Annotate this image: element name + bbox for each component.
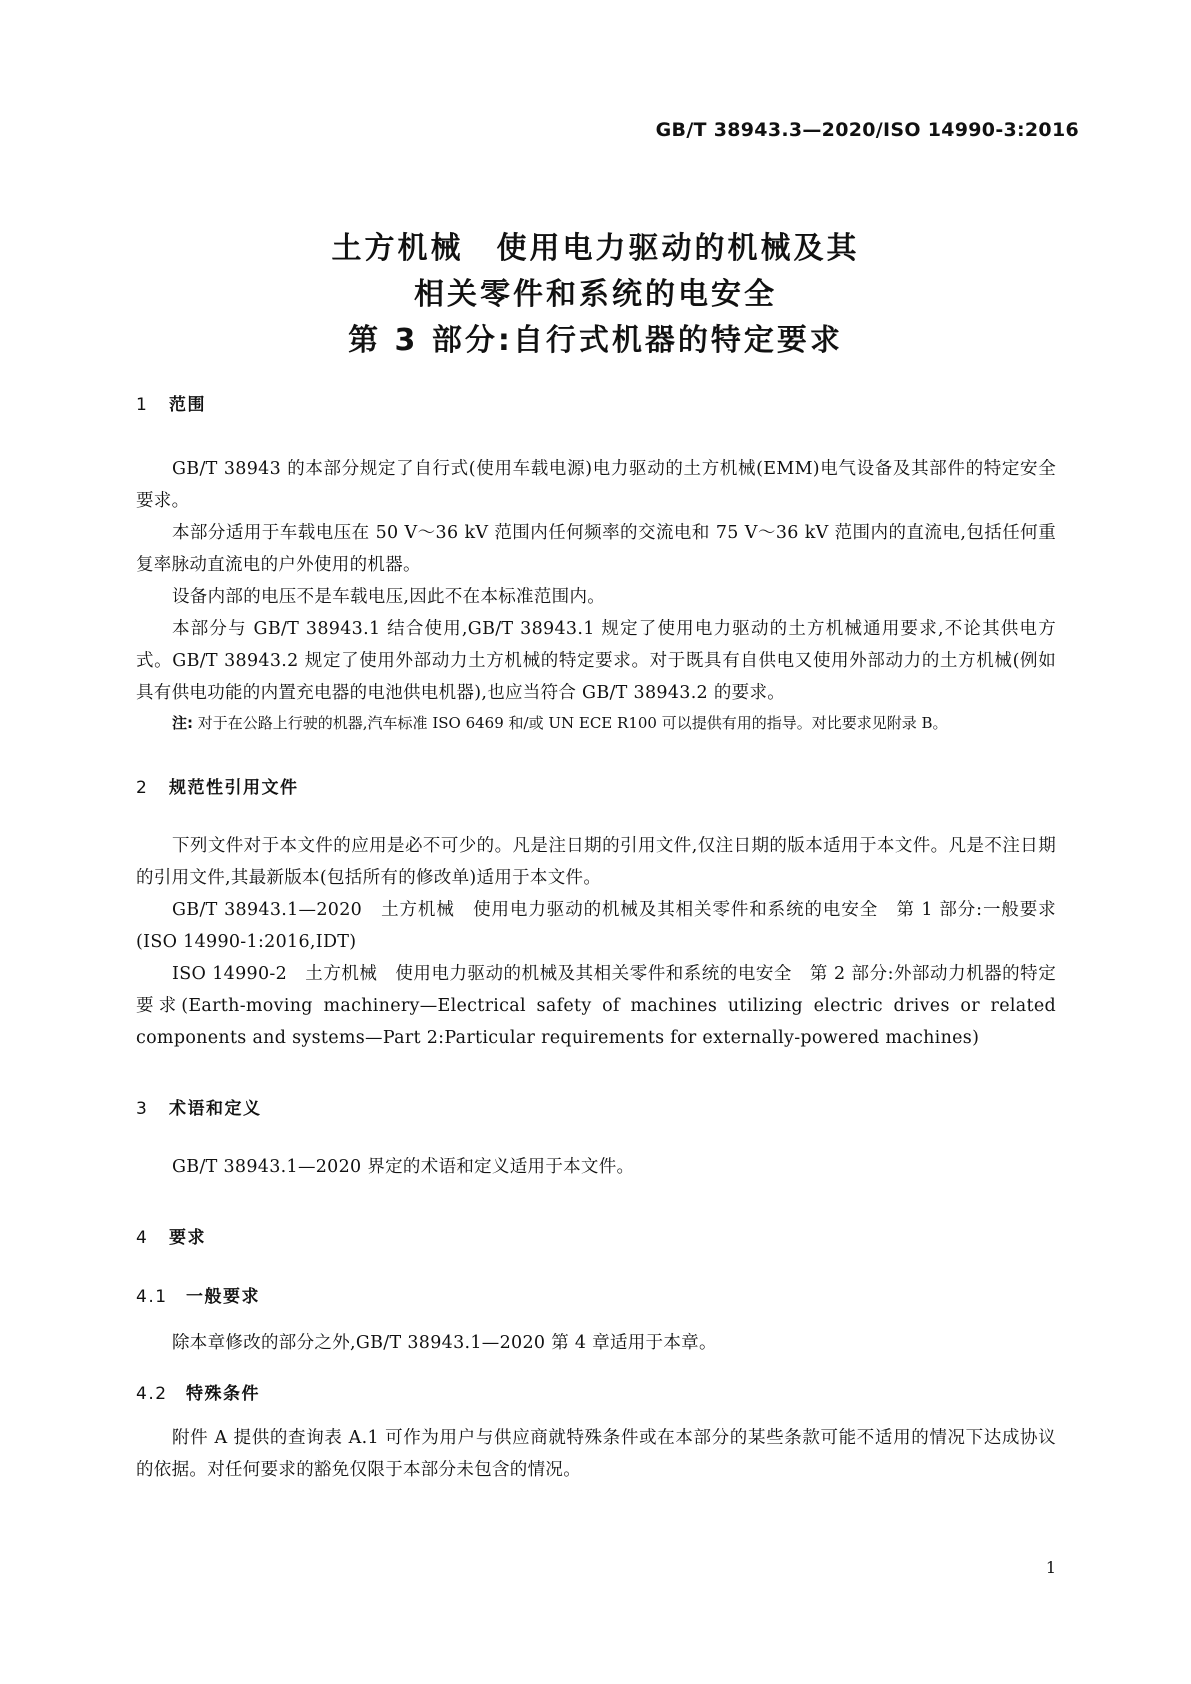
section-title: 规范性引用文件 xyxy=(169,778,299,798)
reference-entry: GB/T 38943.1—2020 土方机械 使用电力驱动的机械及其相关零件和系统的电安全 第 1 部分:一般要求(ISO 14990-1:2016,IDT) xyxy=(136,900,1056,952)
paragraph: 本部分适用于车载电压在 50 V～36 kV 范围内任何频率的交流电和 75 V～36 kV 范围内的直流电,包括任何重复率脉动直流电的户外使用的机器。 xyxy=(136,523,1056,575)
note-label: 注: xyxy=(172,714,193,732)
section-number: 4.2 xyxy=(136,1384,168,1404)
section-title: 一般要求 xyxy=(186,1287,260,1307)
section-title: 要求 xyxy=(169,1228,206,1248)
section-title: 特殊条件 xyxy=(186,1384,260,1404)
reference-entry: ISO 14990-2 土方机械 使用电力驱动的机械及其相关零件和系统的电安全 第 2 部分:外部动力机器的特定要求(Earth-moving machinery—Electrical safety of machines utilizing electric drives or related components and systems—Part 2:Particular requirements for externally-powered machines) xyxy=(136,964,1056,1048)
paragraph: 附件 A 提供的查询表 A.1 可作为用户与供应商就特殊条件或在本部分的某些条款可能不适用的情况下达成协议的依据。对任何要求的豁免仅限于本部分未包含的情况。 xyxy=(136,1428,1056,1480)
section-number: 4.1 xyxy=(136,1287,168,1307)
section-number: 3 xyxy=(136,1099,149,1119)
section-1-heading xyxy=(136,390,1056,415)
section-title: 范围 xyxy=(169,395,206,415)
paragraph: GB/T 38943.1—2020 界定的术语和定义适用于本文件。 xyxy=(172,1157,635,1177)
paragraph: 除本章修改的部分之外,GB/T 38943.1—2020 第 4 章适用于本章。 xyxy=(172,1333,717,1353)
section-number: 1 xyxy=(136,395,149,415)
section-4-2-heading xyxy=(136,1379,1056,1404)
section-number: 2 xyxy=(136,778,149,798)
paragraph: 本部分与 GB/T 38943.1 结合使用,GB/T 38943.1 规定了使用电力驱动的土方机械通用要求,不论其供电方式。GB/T 38943.2 规定了使用外部动力土方机械的特定要求。对于既具有自供电又使用外部动力的土方机械(例如具有供电功能的内置充电器的电池供电机器),也应当符合 GB/T 38943.2 的要求。 xyxy=(136,619,1056,703)
paragraph: GB/T 38943 的本部分规定了自行式(使用车载电源)电力驱动的土方机械(EMM)电气设备及其部件的特定安全要求。 xyxy=(136,459,1056,511)
title-line-3: 第 3 部分:自行式机器的特定要求 xyxy=(348,323,843,358)
document-title xyxy=(0,226,1191,364)
section-4-1-heading xyxy=(136,1282,1056,1307)
paragraph: 下列文件对于本文件的应用是必不可少的。凡是注日期的引用文件,仅注日期的版本适用于本文件。凡是不注日期的引用文件,其最新版本(包括所有的修改单)适用于本文件。 xyxy=(136,836,1056,888)
standard-code: GB/T 38943.3—2020/ISO 14990-3:2016 xyxy=(655,119,1079,141)
section-number: 4 xyxy=(136,1228,149,1248)
paragraph: 设备内部的电压不是车载电压,因此不在本标准范围内。 xyxy=(172,587,606,607)
section-3-heading xyxy=(136,1094,1056,1119)
title-line-2: 相关零件和系统的电安全 xyxy=(414,277,777,312)
page-number: 1 xyxy=(1045,1558,1056,1577)
title-line-1: 土方机械 使用电力驱动的机械及其 xyxy=(331,231,860,266)
section-2-heading xyxy=(136,773,1056,798)
document-body xyxy=(136,395,1056,1486)
section-title: 术语和定义 xyxy=(169,1099,262,1119)
note-text: 对于在公路上行驶的机器,汽车标准 ISO 6469 和/或 UN ECE R100 可以提供有用的指导。对比要求见附录 B。 xyxy=(197,714,948,732)
note xyxy=(136,709,1056,737)
section-4-heading xyxy=(136,1223,1056,1248)
